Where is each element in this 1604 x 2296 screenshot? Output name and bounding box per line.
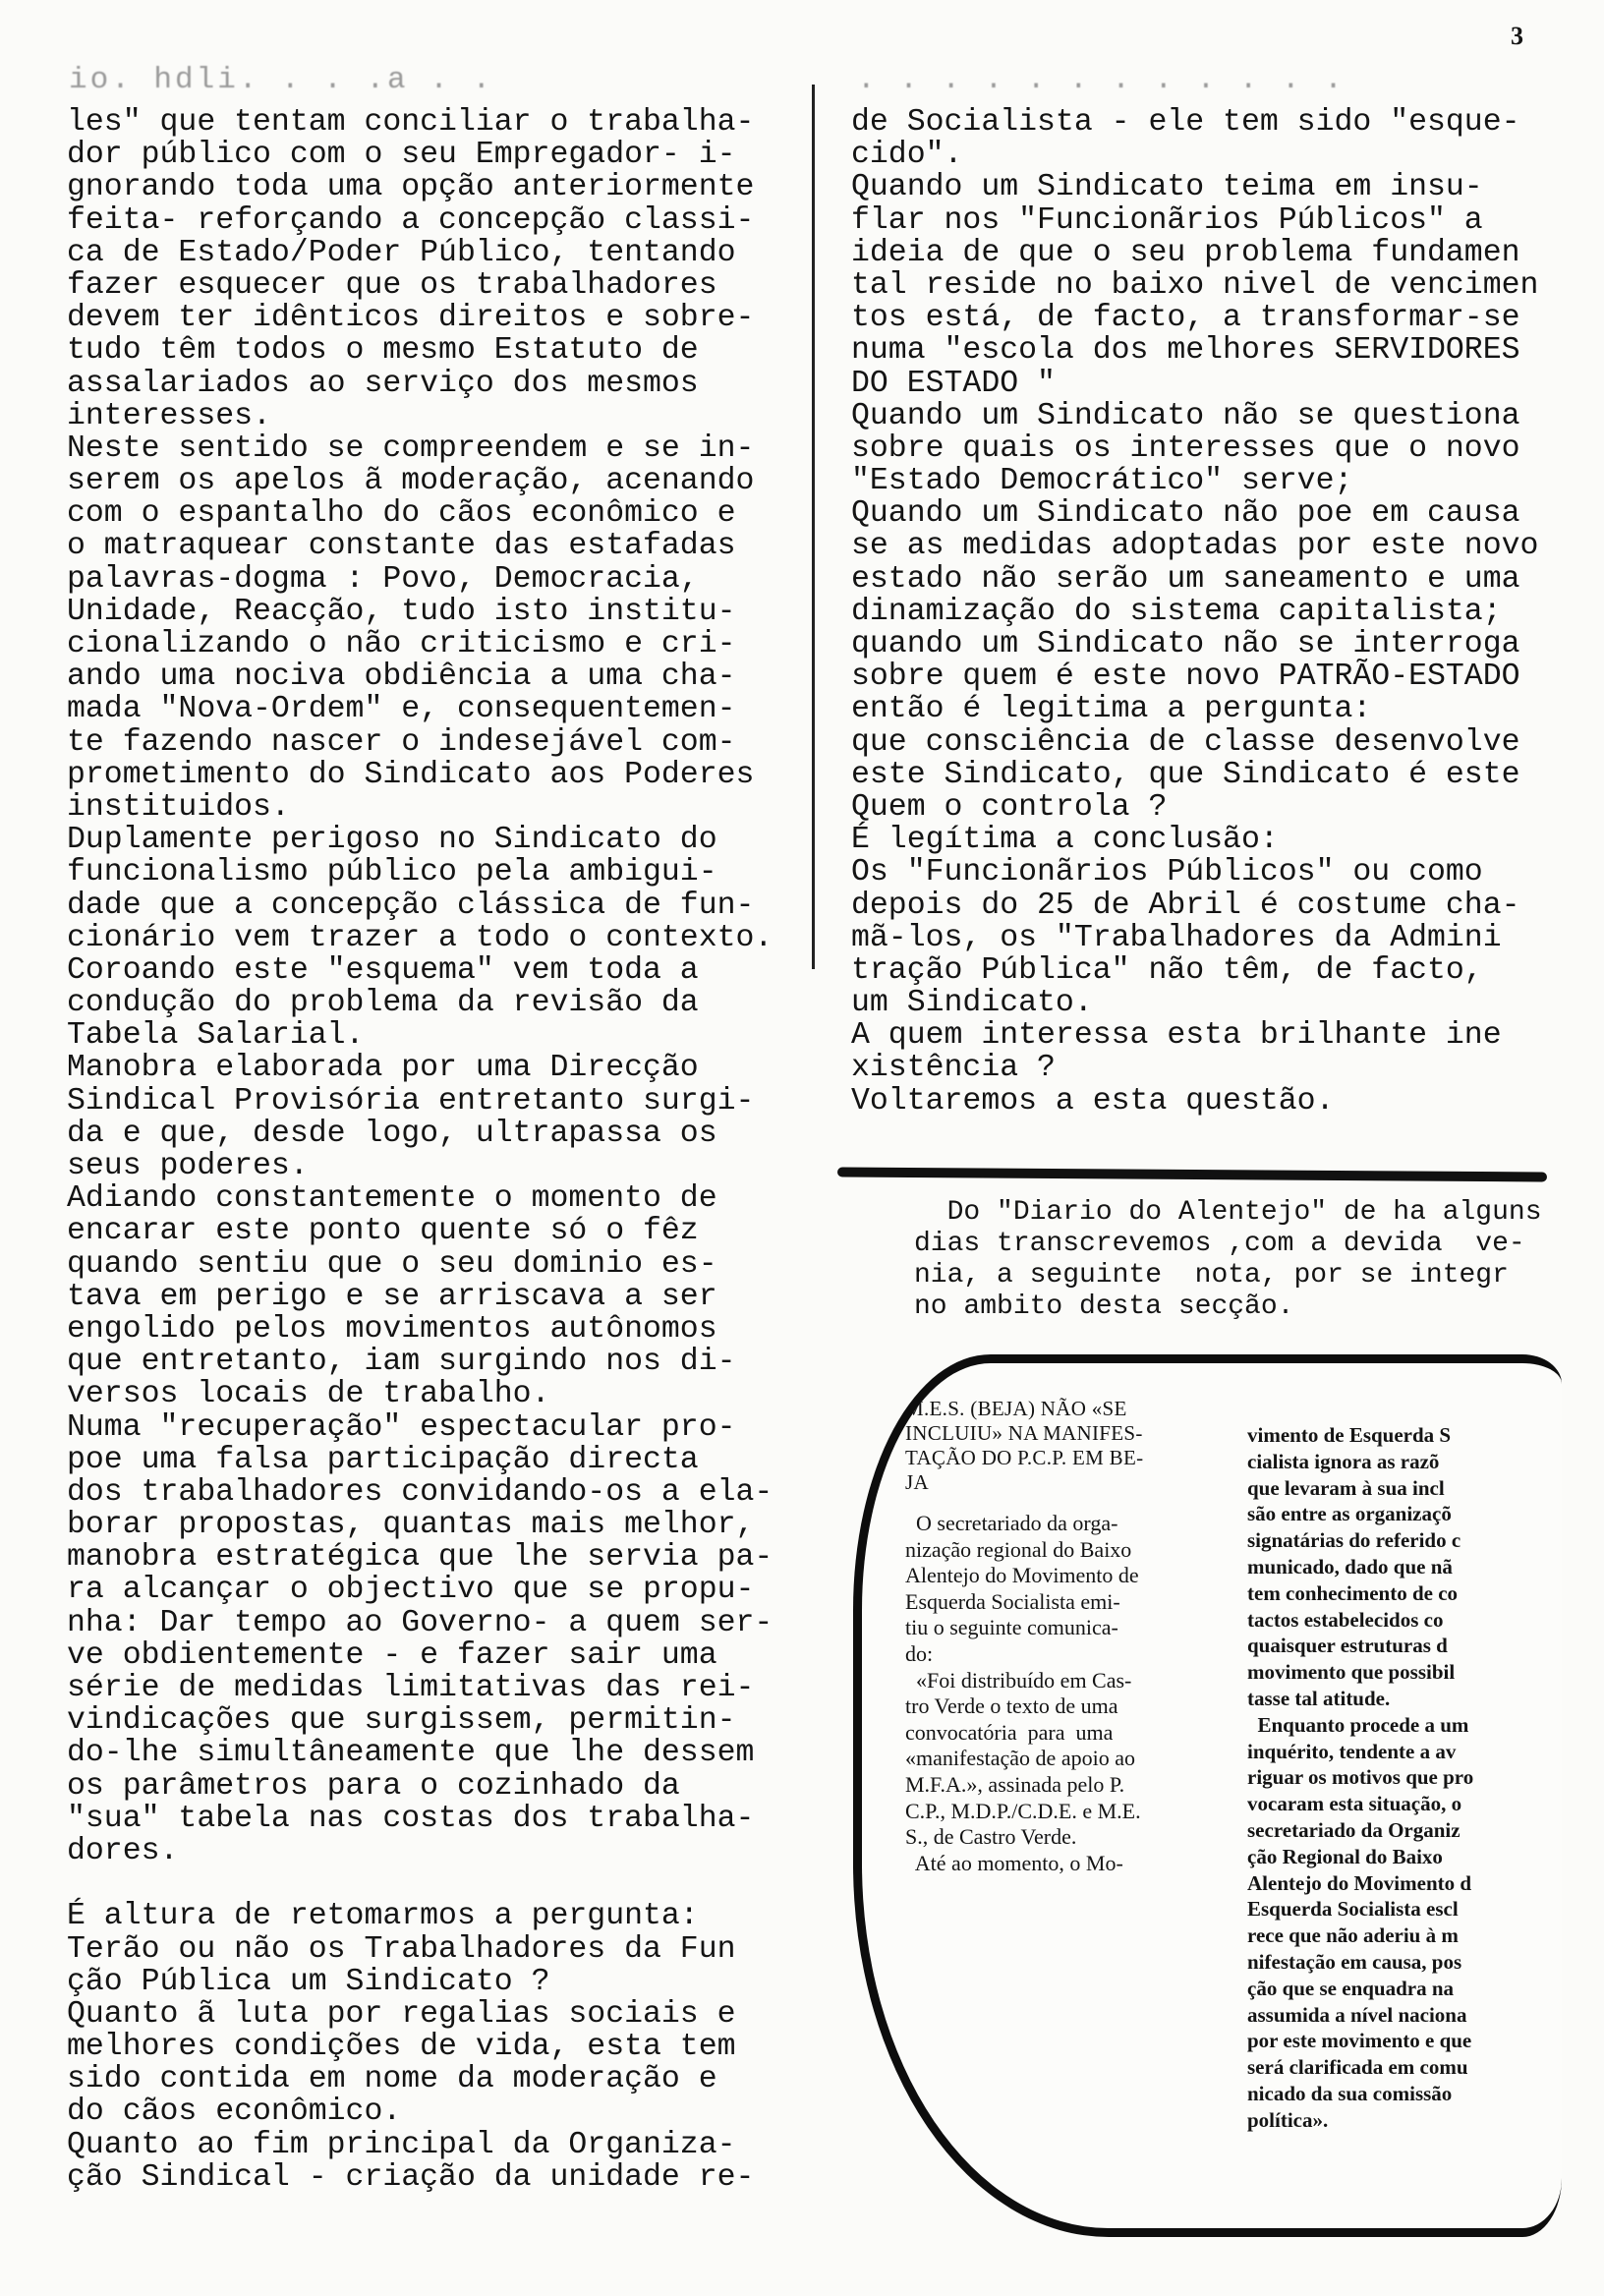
intro-line: Do "Diario do Alentejo" de ha alguns <box>914 1197 1542 1228</box>
clipping-line: nicado da sua comissão <box>1247 2081 1453 2105</box>
text-line: Duplamente perigoso no Sindicato do <box>67 823 717 858</box>
clipping-line: «manifestação de apoio ao <box>905 1746 1135 1771</box>
text-line: A quem interessa esta brilhante ine <box>851 1018 1502 1054</box>
text-line: serem os apelos ã moderação, acenando <box>67 464 755 499</box>
text-line: versos locais de trabalho. <box>67 1377 550 1412</box>
clipping-line: são entre as organizaçõ <box>1247 1502 1452 1526</box>
text-line: que consciência de classe desenvolve <box>851 724 1520 760</box>
text-line: os parâmetros para o cozinhado da <box>67 1768 680 1804</box>
text-line: ando uma nociva obdiência a uma cha- <box>67 660 736 695</box>
intro-line: dias transcrevemos ,com a devida ve- <box>914 1229 1525 1259</box>
clipping-line: nização regional do Baixo <box>905 1536 1132 1562</box>
text-line: o matraquear constante das estafadas <box>67 529 736 564</box>
clipping-line: vocaram esta situação, o <box>1247 1792 1462 1816</box>
clipping-line: tro Verde o texto de uma <box>905 1693 1118 1719</box>
intro-line: nia, a seguinte nota, por se integr <box>914 1260 1509 1291</box>
text-line: É legítima a conclusão: <box>851 823 1279 858</box>
right-column-text <box>851 106 1564 1118</box>
text-line: que entretanto, iam surgindo nos di- <box>67 1345 736 1380</box>
clipping-line: por este movimento e que <box>1247 2029 1472 2053</box>
text-line: Terão ou não os Trabalhadores da Fun <box>67 1931 736 1967</box>
text-line: ca de Estado/Poder Público, tentando <box>67 235 736 270</box>
text-line: cido". <box>851 138 963 173</box>
text-line: ção Sindical - criação da unidade re- <box>67 2159 755 2195</box>
text-line: interesses. <box>67 398 271 433</box>
clipping-line: Alentejo do Movimento de <box>905 1563 1139 1588</box>
text-line: encarar este ponto quente só o fêz <box>67 1214 699 1249</box>
text-line: Manobra elaborada por uma Direcção <box>67 1051 699 1086</box>
clipping-line: municado, dado que nã <box>1247 1554 1453 1578</box>
clipping-line: signatárias do referido c <box>1247 1528 1461 1553</box>
clipping-line: será clarificada em comu <box>1247 2055 1468 2080</box>
text-line: fazer esquecer que os trabalhadores <box>67 267 717 303</box>
clipping-line: convocatória para uma <box>905 1719 1114 1745</box>
clipping-line: movimento que possibil <box>1247 1660 1456 1685</box>
newspaper-clipping <box>853 1354 1562 2237</box>
section-separator-rule <box>837 1167 1547 1181</box>
text-line: depois do 25 de Abril é costume cha- <box>851 888 1520 923</box>
cut-off-top-line-right: . . . . . . . . . . . . <box>857 63 1346 97</box>
clipping-line: Até ao momento, o Mo- <box>905 1850 1123 1875</box>
text-line: Quando um Sindicato não poe em causa <box>851 496 1520 532</box>
text-line: "Estado Democrático" serve; <box>851 464 1353 499</box>
text-line: dores. <box>67 1833 179 1868</box>
clipping-line: Esquerda Socialista escl <box>1247 1897 1459 1922</box>
left-column-text <box>67 106 804 2194</box>
text-line: manobra estratégica que lhe servia pa- <box>67 1540 773 1576</box>
text-line: borar propostas, quantas mais melhor, <box>67 1508 755 1543</box>
clipping-line: política». <box>1247 2107 1329 2132</box>
text-line: ideia de que o seu problema fundamen <box>851 235 1520 270</box>
text-line: engolido pelos movimentos autônomos <box>67 1311 717 1347</box>
clipping-line: do: <box>905 1640 934 1666</box>
clipping-line: rece que não aderiu à m <box>1247 1923 1459 1948</box>
text-line: estado não serão um saneamento e uma <box>851 561 1520 597</box>
text-line: tração Pública" não têm, de facto, <box>851 952 1483 988</box>
headline-line: M.E.S. (BEJA) NÃO «SE <box>905 1397 1127 1420</box>
text-line: poe uma falsa participação directa <box>67 1442 699 1477</box>
text-line: tudo têm todos o mesmo Estatuto de <box>67 333 699 369</box>
text-line: xistência ? <box>851 1051 1056 1086</box>
clipping-line: Esquerda Socialista emi- <box>905 1588 1120 1614</box>
clipping-line: secretariado da Organiz <box>1247 1817 1461 1842</box>
clipping-line: S., de Castro Verde. <box>905 1824 1077 1850</box>
text-line: devem ter idênticos direitos e sobre- <box>67 301 755 336</box>
text-line: Quando um Sindicato teima em insu- <box>851 170 1483 205</box>
text-line: gnorando toda uma opção anteriormente <box>67 170 755 205</box>
clipping-line: «Foi distribuído em Cas- <box>905 1667 1132 1693</box>
text-line: Tabela Salarial. <box>67 1018 365 1054</box>
text-line: da e que, desde logo, ultrapassa os <box>67 1116 717 1151</box>
text-line: então é legitima a pergunta: <box>851 692 1372 727</box>
text-line: ção Pública um Sindicato ? <box>67 1964 550 1999</box>
text-line: seus poderes. <box>67 1149 309 1183</box>
text-line: les" que tentam conciliar o trabalha- <box>67 105 755 140</box>
clipping-line: ção que se enquadra na <box>1247 1976 1455 2000</box>
clipping-line: M.F.A.», assinada pelo P. <box>905 1771 1125 1797</box>
text-line: funcionalismo público pela ambigui- <box>67 855 717 890</box>
text-line: com o espantalho do cãos econômico e <box>67 496 736 532</box>
text-line: do cãos econômico. <box>67 2095 402 2130</box>
text-line: Voltaremos a esta questão. <box>851 1083 1335 1118</box>
text-line: Adiando constantemente o momento de <box>67 1181 717 1217</box>
text-line: sido contida em nome da moderação e <box>67 2062 717 2097</box>
text-line: Sindical Provisória entretanto surgi- <box>67 1083 755 1119</box>
text-line: sobre quem é este novo PATRÃO-ESTADO <box>851 660 1520 695</box>
headline-line: JA <box>905 1470 929 1494</box>
text-line: Quem o controla ? <box>851 789 1168 825</box>
text-line: Coroando este "esquema" vem toda a <box>67 952 699 988</box>
text-line: dos trabalhadores convidando-os a ela- <box>67 1474 773 1510</box>
text-line: dor público com o seu Empregador- i- <box>67 138 736 173</box>
text-line: tos está, de facto, a transformar-se <box>851 301 1520 336</box>
clipping-line: assumida a nível naciona <box>1247 2002 1467 2027</box>
text-line: dade que a concepção clássica de fun- <box>67 888 755 923</box>
text-line: cionalizando o não criticismo e cri- <box>67 627 736 661</box>
text-line: mã-los, os "Trabalhadores da Admini <box>851 920 1502 955</box>
text-line: feita- reforçando a concepção classi- <box>67 202 755 238</box>
clipping-line: quaisquer estruturas d <box>1247 1634 1448 1658</box>
text-line: tal reside no baixo nivel de vencimen <box>851 267 1539 303</box>
headline-line: TAÇÃO DO P.C.P. EM BE- <box>905 1446 1144 1469</box>
clipping-line: tem conhecimento de co <box>1247 1580 1459 1605</box>
text-line: sobre quais os interesses que o novo <box>851 430 1520 466</box>
text-line: quando um Sindicato não se interroga <box>851 627 1520 661</box>
text-line: nha: Dar tempo ao Governo- a quem ser- <box>67 1605 773 1640</box>
text-line: de Socialista - ele tem sido "esque- <box>851 106 1520 140</box>
text-line: prometimento do Sindicato aos Poderes <box>67 757 755 792</box>
text-line <box>67 1867 804 1900</box>
text-line: palavras-dogma : Povo, Democracia, <box>67 561 699 597</box>
text-line: ra alcançar o objectivo que se propu- <box>67 1573 755 1608</box>
clipping-line: ção Regional do Baixo <box>1247 1844 1443 1868</box>
page-number: 3 <box>1511 22 1523 50</box>
text-line: te fazendo nascer o indesejável com- <box>67 724 736 760</box>
text-line: flar nos "Funcionãrios Públicos" a <box>851 202 1483 238</box>
clipping-line: C.P., M.D.P./C.D.E. e M.E. <box>905 1798 1141 1823</box>
text-line: do-lhe simultâneamente que lhe dessem <box>67 1736 755 1771</box>
clipping-line: Enquanto procede a um <box>1247 1712 1469 1737</box>
clipping-line: tactos estabelecidos co <box>1247 1607 1444 1632</box>
clipping-line: inquérito, tendente a av <box>1247 1739 1457 1763</box>
text-line: Neste sentido se compreendem e se in- <box>67 430 755 466</box>
clipping-line: cialista ignora as razõ <box>1247 1449 1440 1473</box>
text-line: quando sentiu que o seu dominio es- <box>67 1246 717 1282</box>
clipping-line: riguar os motivos que pro <box>1247 1765 1474 1790</box>
text-line: assalariados ao serviço dos mesmos <box>67 366 699 401</box>
column-divider <box>812 85 815 969</box>
text-line: mada "Nova-Ordem" e, consequentemen- <box>67 692 736 727</box>
text-line: Unidade, Reacção, tudo isto institu- <box>67 594 736 629</box>
intro-line: no ambito desta secção. <box>914 1292 1294 1322</box>
text-line: se as medidas adoptadas por este novo <box>851 529 1539 564</box>
text-line: vindicações que surgissem, permitin- <box>67 1703 736 1739</box>
text-line: Os "Funcionãrios Públicos" ou como <box>851 855 1483 890</box>
text-line: Numa "recuperação" espectacular pro- <box>67 1409 736 1445</box>
text-line: um Sindicato. <box>851 986 1093 1021</box>
text-line: ve obdientemente - e fazer sair uma <box>67 1637 717 1673</box>
text-line: tava em perigo e se arriscava a ser <box>67 1279 717 1314</box>
text-line: este Sindicato, que Sindicato é este <box>851 757 1520 792</box>
clipping-column-a <box>905 1397 1210 1876</box>
clipping-line: vimento de Esquerda S <box>1247 1423 1452 1447</box>
text-line: instituidos. <box>67 789 290 825</box>
clipping-line: que levaram à sua incl <box>1247 1475 1445 1500</box>
text-line: dinamização do sistema capitalista; <box>851 594 1502 629</box>
clipping-line: nifestação em causa, pos <box>1247 1949 1462 1974</box>
clipping-line: tiu o seguinte comunica- <box>905 1615 1118 1640</box>
clipping-line: Alentejo do Movimento d <box>1247 1870 1472 1895</box>
text-line: melhores condições de vida, esta tem <box>67 2030 736 2065</box>
text-line: "sua" tabela nas costas dos trabalha- <box>67 1801 755 1836</box>
text-line: série de medidas limitativas das rei- <box>67 1671 755 1705</box>
headline-line: INCLUIU» NA MANIFES- <box>905 1421 1143 1445</box>
clipping-headline <box>905 1397 1210 1495</box>
text-line: DO ESTADO " <box>851 366 1056 401</box>
cut-off-top-line-left: io. hdli. . . .a . . <box>69 63 494 97</box>
clipping-column-b <box>1247 1422 1562 2134</box>
text-line: Quanto ã luta por regalias sociais e <box>67 1996 736 2032</box>
text-line: É altura de retomarmos a pergunta: <box>67 1899 699 1934</box>
intro-note <box>914 1197 1563 1323</box>
text-line: numa "escola dos melhores SERVIDORES <box>851 333 1520 369</box>
text-line: cionário vem trazer a todo o contexto. <box>67 920 773 955</box>
clipping-line: tasse tal atitude. <box>1247 1686 1391 1710</box>
clipping-line: O secretariado da orga- <box>905 1511 1118 1535</box>
text-line: condução do problema da revisão da <box>67 986 699 1021</box>
text-line: Quanto ao fim principal da Organiza- <box>67 2127 736 2162</box>
text-line: Quando um Sindicato não se questiona <box>851 398 1520 433</box>
